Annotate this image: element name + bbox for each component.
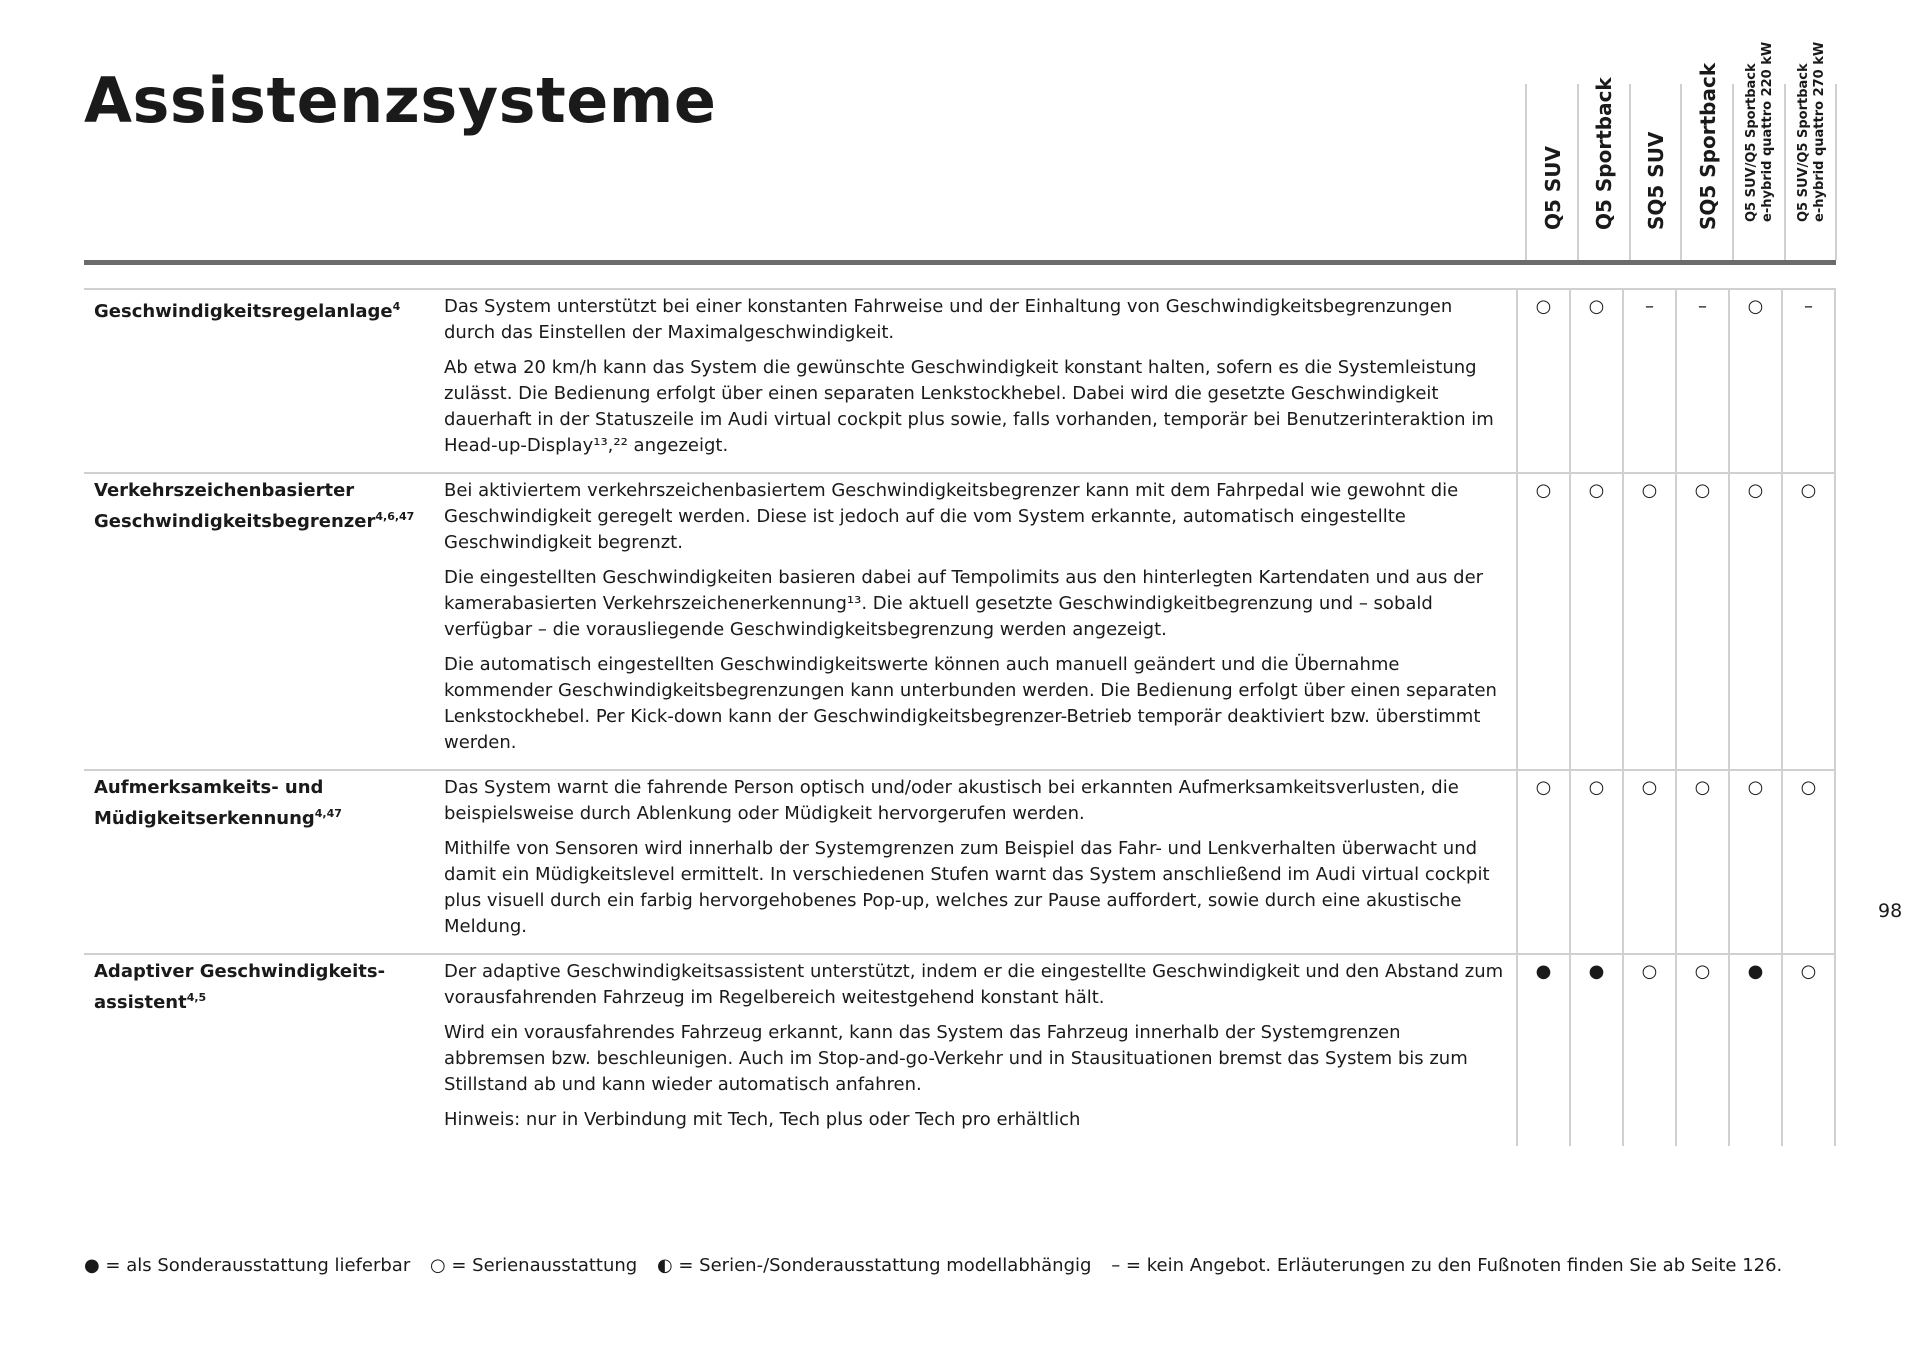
description-paragraph: Wird ein vorausfahrendes Fahrzeug erkannt, kann das System das Fahrzeug innerhalb der Systemgrenzen abbremsen bzw. beschleunigen. Auch im Stop-and-go-Verkehr und in Stausituationen bremst das System bis zum Stillstand ab und kann wieder automatisch anfahren. xyxy=(444,1022,1468,1095)
column-header xyxy=(1525,84,1578,260)
table-row xyxy=(84,770,1835,954)
column-header-label: Q5 SUV xyxy=(1540,145,1565,230)
availability-mark: ○ xyxy=(1676,770,1729,954)
availability-mark: ○ xyxy=(1729,473,1782,770)
description-paragraph: Die automatisch eingestellten Geschwindigkeitswerte können auch manuell geändert und die Übernahme kommender Geschwindigkeitsbegrenzungen kann unterbunden werden. Die Bedienung erfolgt über einen separaten Lenkstockhebel. Per Kick-down kann der Geschwindigkeitsbegrenzer-Betrieb temporär deaktiviert bzw. überstimmt werden. xyxy=(444,654,1497,753)
description-paragraph: Das System warnt die fahrende Person optisch und/oder akustisch bei erkannten Aufmerksamkeitsverlusten, die beispielsweise durch Ablenkung oder Müdigkeit hervorgerufen werden. xyxy=(444,777,1459,824)
feature-label xyxy=(84,473,434,770)
column-header xyxy=(1577,77,1630,260)
feature-label xyxy=(84,954,434,1146)
availability-mark: ○ xyxy=(1623,473,1676,770)
description-paragraph: Der adaptive Geschwindigkeitsassistent unterstützt, indem er die eingestellte Geschwindigkeit und den Abstand zum vorausfahrenden Fahrzeug im Regelbereich weitestgehend konstant hält. xyxy=(444,961,1504,1008)
availability-mark: ● xyxy=(1729,954,1782,1146)
feature-name: Adaptiver Geschwindigkeitsassistent xyxy=(94,961,386,1013)
footnote-ref: 4,5 xyxy=(186,991,207,1004)
page-title: Assistenzsysteme xyxy=(84,64,717,137)
availability-mark: – xyxy=(1782,289,1835,473)
table-row xyxy=(84,954,1835,1146)
availability-mark: ○ xyxy=(1517,770,1570,954)
table-row xyxy=(84,473,1835,770)
column-header xyxy=(1784,41,1837,260)
feature-label xyxy=(84,289,434,473)
description-paragraph: Die eingestellten Geschwindigkeiten basieren dabei auf Tempolimits aus den hinterlegten Kartendaten und aus der kamerabasierten Verkehrszeichenerkennung¹³. Die aktuell gesetzte Geschwindigkeitbegrenzung und – sobald verfügbar – die vorausliegende Geschwindigkeitsbegrenzung werden angezeigt. xyxy=(444,567,1484,640)
legend-model-dependent: ◐ = Serien-/Sonderausstattung modellabhängig xyxy=(656,1255,1092,1276)
feature-name: Aufmerksamkeits- und Müdigkeitserkennung xyxy=(94,777,324,829)
column-header-label: SQ5 Sportback xyxy=(1695,62,1720,230)
column-header xyxy=(1629,84,1682,260)
table-row xyxy=(84,289,1835,473)
availability-mark: ○ xyxy=(1517,473,1570,770)
availability-mark: ○ xyxy=(1782,954,1835,1146)
column-header-label: Q5 SUV/Q5 Sportback e-hybrid quattro 220 kW xyxy=(1743,41,1775,222)
page-number: 98 xyxy=(1878,900,1903,922)
availability-mark: – xyxy=(1623,289,1676,473)
availability-mark: ○ xyxy=(1623,954,1676,1146)
column-header xyxy=(1732,41,1785,260)
legend-optional: ● = als Sonderausstattung lieferbar xyxy=(84,1255,411,1276)
feature-name: Geschwindigkeitsregelanlage xyxy=(94,301,393,322)
availability-mark: ● xyxy=(1517,954,1570,1146)
availability-mark: ○ xyxy=(1729,289,1782,473)
feature-label xyxy=(84,770,434,954)
footnote-ref: 4 xyxy=(392,300,401,313)
feature-name: Verkehrszeichenbasierter Geschwindigkeitsbegrenzer xyxy=(94,480,376,532)
header-rule xyxy=(84,260,1836,265)
legend-not-available: – = kein Angebot. Erläuterungen zu den Fußnoten finden Sie ab Seite 126. xyxy=(1111,1255,1783,1276)
description-paragraph: Bei aktiviertem verkehrszeichenbasiertem Geschwindigkeitsbegrenzer kann mit dem Fahrpedal wie gewohnt die Geschwindigkeit geregelt werden. Diese ist jedoch auf die vom System erkannte, automatisch eingestellte Geschwindigkeit begrenzt. xyxy=(444,480,1459,553)
feature-description xyxy=(434,473,1517,770)
availability-mark: ○ xyxy=(1676,473,1729,770)
availability-mark: ○ xyxy=(1782,770,1835,954)
availability-mark: ○ xyxy=(1570,289,1623,473)
availability-mark: ○ xyxy=(1623,770,1676,954)
availability-mark: ● xyxy=(1570,954,1623,1146)
description-paragraph: Mithilfe von Sensoren wird innerhalb der Systemgrenzen zum Beispiel das Fahr- und Lenkverhalten überwacht und damit ein Müdigkeitslevel ermittelt. In verschiedenen Stufen warnt das System anschließend im Audi virtual cockpit plus visuell durch ein farbig hervorgehobenes Pop-up, welches zur Pause auffordert, sowie durch eine akustische Meldung. xyxy=(444,838,1490,937)
column-header-label: SQ5 SUV xyxy=(1644,131,1669,230)
availability-mark: ○ xyxy=(1782,473,1835,770)
availability-mark: ○ xyxy=(1570,770,1623,954)
feature-description xyxy=(434,954,1517,1146)
legend-standard: ○ = Serienausstattung xyxy=(429,1255,638,1276)
description-paragraph: Das System unterstützt bei einer konstanten Fahrweise und der Einhaltung von Geschwindigkeitsbegrenzungen durch das Einstellen der Maximalgeschwindigkeit. xyxy=(444,296,1453,343)
column-header-label: Q5 SUV/Q5 Sportback e-hybrid quattro 270 kW xyxy=(1795,41,1827,222)
availability-mark: ○ xyxy=(1676,954,1729,1146)
availability-mark: ○ xyxy=(1570,473,1623,770)
feature-description xyxy=(434,289,1517,473)
feature-description xyxy=(434,770,1517,954)
footnote-ref: 4,6,47 xyxy=(375,510,415,523)
column-divider xyxy=(1835,84,1837,260)
description-paragraph: Ab etwa 20 km/h kann das System die gewünschte Geschwindigkeit konstant halten, sofern es die Systemleistung zulässt. Die Bedienung erfolgt über einen separaten Lenkstockhebel. Dabei wird die gesetzte Geschwindigkeit dauerhaft in der Statuszeile im Audi virtual cockpit plus sowie, falls vorhanden, temporär bei Benutzerinteraktion im Head-up-Display¹³,²² angezeigt. xyxy=(444,357,1494,456)
availability-mark: ○ xyxy=(1729,770,1782,954)
availability-mark: – xyxy=(1676,289,1729,473)
feature-table xyxy=(84,288,1836,1146)
footnote-ref: 4,47 xyxy=(314,807,342,820)
description-paragraph: Hinweis: nur in Verbindung mit Tech, Tech plus oder Tech pro erhältlich xyxy=(444,1109,1081,1130)
legend xyxy=(84,1255,1796,1276)
column-header xyxy=(1680,62,1733,260)
column-header-label: Q5 Sportback xyxy=(1592,77,1617,230)
availability-mark: ○ xyxy=(1517,289,1570,473)
